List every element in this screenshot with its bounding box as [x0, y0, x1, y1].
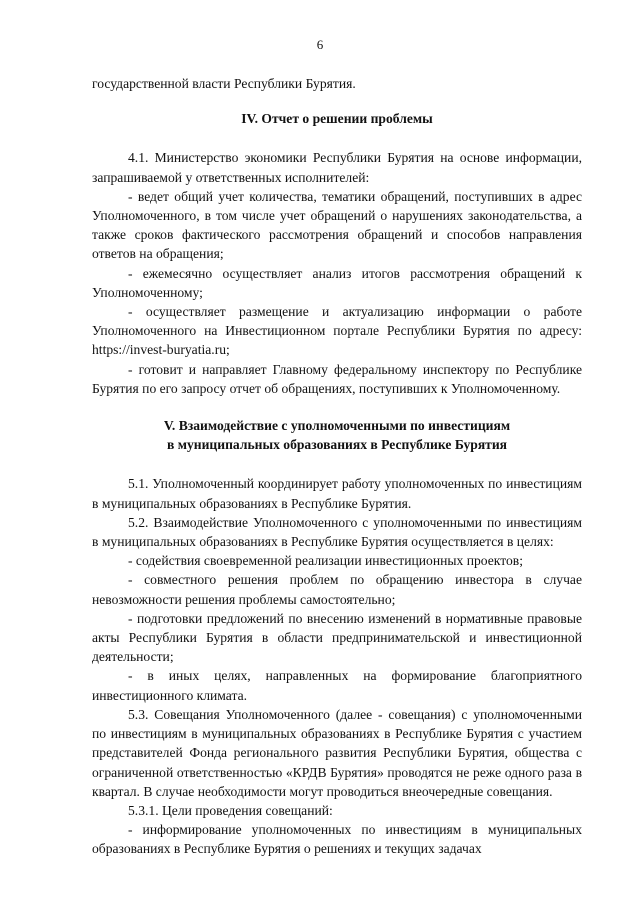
- paragraph-4-1-item-2: - ежемесячно осуществляет анализ итогов рассмотрения обращений к Уполномоченному;: [92, 265, 582, 300]
- section-4-heading: IV. Отчет о решении проблемы: [241, 111, 433, 127]
- paragraph-4-1-item-3: - осуществляет размещение и актуализацию информации о работе Уполномоченного на Инвестиционном портале Республики Бурятия по адресу: https://invest-buryatia.ru;: [92, 304, 582, 358]
- paragraph-5-2: 5.2. Взаимодействие Уполномоченного с уполномоченными по инвестициям в муниципальных образованиях в Республике Бурятия осуществляется в целях:: [92, 514, 582, 550]
- section-5-heading-line-1: V. Взаимодействие с уполномоченными по инвестициям: [163, 418, 511, 434]
- paragraph-4-1-item-1: - ведет общий учет количества, тематики обращений, поступивших в адрес Уполномоченного, в том числе учет обращений о нарушениях законодательства, а также сроков фактического рассмотрения обращений и способов направления ответов на обращения;: [92, 188, 582, 262]
- paragraph-5-3: 5.3. Совещания Уполномоченного (далее - совещания) с уполномоченными по инвестициям в муниципальных образованиях в Республике Бурятия с участием представителей Фонда регионального развития Республики Бурятия, общества с ограниченной ответственностью «КРДВ Бурятия» проводятся не реже одного раза в квартал. В случае необходимости могут проводиться внеочередные совещания.: [92, 706, 582, 799]
- paragraph-5-2-item-3: - подготовки предложений по внесению изменений в нормативные правовые акты Республики Бурятия в области предпринимательской и инвестиционной деятельности;: [92, 610, 582, 665]
- section-5-heading: [92, 416, 582, 454]
- paragraph-4-1: 4.1. Министерство экономики Республики Бурятия на основе информации, запрашиваемой у ответственных исполнителей:: [92, 150, 582, 185]
- paragraph-5-2-item-1: - содействия своевременной реализации инвестиционных проектов;: [128, 553, 523, 569]
- paragraph-5-3-1: 5.3.1. Цели проведения совещаний:: [128, 802, 333, 818]
- paragraph-5-2-item-4: - в иных целях, направленных на формирование благоприятного инвестиционного климата.: [92, 668, 582, 703]
- page-number: 6: [316, 37, 324, 52]
- section-5-heading-line-2: в муниципальных образованиях в Республике Бурятия: [166, 437, 508, 453]
- paragraph-5-1: 5.1. Уполномоченный координирует работу уполномоченных по инвестициям в муниципальных образованиях в Республике Бурятия.: [92, 476, 582, 511]
- document-body: [92, 74, 582, 859]
- paragraph-5-2-item-2: - совместного решения проблем по обращению инвестора в случае невозможности решения проблемы самостоятельно;: [92, 572, 582, 607]
- paragraph-4-1-item-4: - готовит и направляет Главному федеральному инспектору по Республике Бурятия по его запросу отчет об обращениях, поступивших к Уполномоченному.: [92, 361, 582, 396]
- paragraph-5-3-1-item-1: - информирование уполномоченных по инвестициям в муниципальных образованиях в Республике Бурятия о решениях и текущих задачах: [92, 822, 582, 857]
- intro-fragment: государственной власти Республики Бурятия.: [92, 76, 356, 91]
